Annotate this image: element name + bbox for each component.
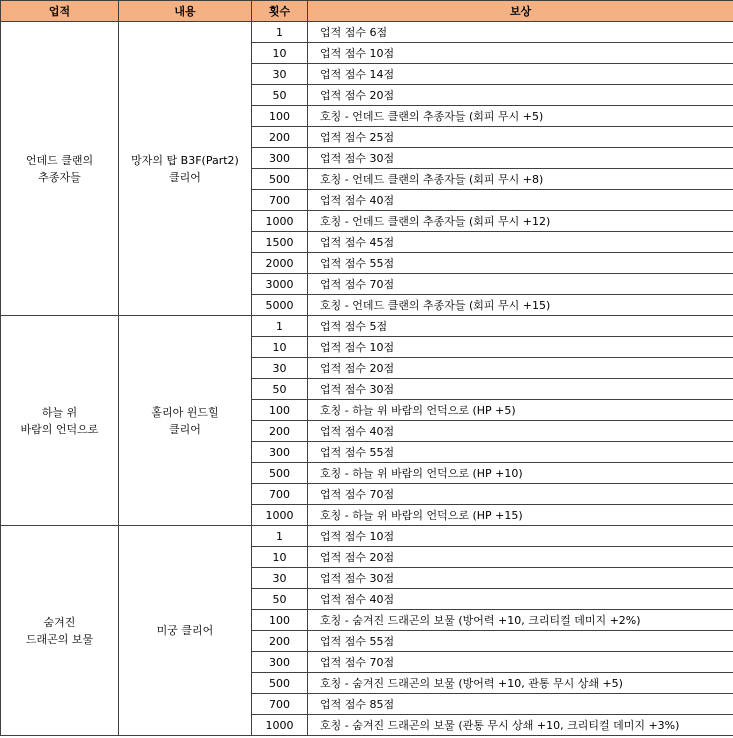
reward-cell: 호칭 - 하늘 위 바람의 언덕으로 (HP +10) <box>308 463 733 484</box>
reward-cell: 호칭 - 하늘 위 바람의 언덕으로 (HP +5) <box>308 400 733 421</box>
header-content: 내용 <box>119 1 252 22</box>
reward-cell: 호칭 - 숨겨진 드래곤의 보물 (관통 무시 상쇄 +10, 크리티컬 데미지 +3%) <box>308 715 733 736</box>
count-cell: 10 <box>252 547 308 568</box>
table-row <box>1 316 733 337</box>
count-cell: 5000 <box>252 295 308 316</box>
reward-cell: 업적 점수 20점 <box>308 358 733 379</box>
achievement-name-cell <box>1 22 119 316</box>
reward-cell: 업적 점수 6점 <box>308 22 733 43</box>
header-reward: 보상 <box>308 1 733 22</box>
reward-cell: 업적 점수 55점 <box>308 631 733 652</box>
achievement-name-line: 숨겨진 <box>43 615 76 629</box>
count-cell: 100 <box>252 106 308 127</box>
achievement-content-cell <box>119 316 252 526</box>
reward-cell: 호칭 - 숨겨진 드래곤의 보물 (방어력 +10, 크리티컬 데미지 +2%) <box>308 610 733 631</box>
reward-cell: 업적 점수 30점 <box>308 148 733 169</box>
count-cell: 30 <box>252 568 308 589</box>
count-cell: 1000 <box>252 715 308 736</box>
count-cell: 2000 <box>252 253 308 274</box>
count-cell: 50 <box>252 379 308 400</box>
reward-cell: 업적 점수 70점 <box>308 652 733 673</box>
count-cell: 50 <box>252 589 308 610</box>
count-cell: 3000 <box>252 274 308 295</box>
count-cell: 200 <box>252 421 308 442</box>
reward-cell: 업적 점수 30점 <box>308 568 733 589</box>
reward-cell: 업적 점수 10점 <box>308 526 733 547</box>
reward-cell: 호칭 - 언데드 클랜의 추종자들 (회피 무시 +5) <box>308 106 733 127</box>
achievement-name-cell <box>1 316 119 526</box>
reward-cell: 업적 점수 55점 <box>308 442 733 463</box>
reward-cell: 업적 점수 40점 <box>308 421 733 442</box>
achievement-name-line: 언데드 클랜의 <box>25 153 94 167</box>
count-cell: 500 <box>252 169 308 190</box>
achievement-content-line: 미궁 클리어 <box>156 624 214 637</box>
reward-cell: 업적 점수 20점 <box>308 547 733 568</box>
count-cell: 10 <box>252 43 308 64</box>
reward-cell: 업적 점수 30점 <box>308 379 733 400</box>
achievement-content-line: 홀리아 윈드힐 <box>151 405 219 419</box>
count-cell: 1500 <box>252 232 308 253</box>
count-cell: 500 <box>252 673 308 694</box>
count-cell: 1000 <box>252 211 308 232</box>
count-cell: 1 <box>252 316 308 337</box>
reward-cell: 업적 점수 45점 <box>308 232 733 253</box>
reward-cell: 업적 점수 25점 <box>308 127 733 148</box>
count-cell: 700 <box>252 190 308 211</box>
reward-cell: 업적 점수 14점 <box>308 64 733 85</box>
count-cell: 700 <box>252 484 308 505</box>
reward-cell: 업적 점수 85점 <box>308 694 733 715</box>
table-body <box>1 22 733 736</box>
reward-cell: 호칭 - 숨겨진 드래곤의 보물 (방어력 +10, 관통 무시 상쇄 +5) <box>308 673 733 694</box>
count-cell: 30 <box>252 358 308 379</box>
reward-cell: 업적 점수 40점 <box>308 190 733 211</box>
count-cell: 300 <box>252 652 308 673</box>
table-row <box>1 526 733 547</box>
reward-cell: 업적 점수 55점 <box>308 253 733 274</box>
count-cell: 100 <box>252 400 308 421</box>
header-achievement: 업적 <box>1 1 119 22</box>
reward-cell: 호칭 - 언데드 클랜의 추종자들 (회피 무시 +8) <box>308 169 733 190</box>
achievement-name-line: 추종자들 <box>38 170 81 184</box>
achievement-name-line: 하늘 위 <box>41 405 78 419</box>
reward-cell: 업적 점수 70점 <box>308 274 733 295</box>
reward-cell: 호칭 - 언데드 클랜의 추종자들 (회피 무시 +15) <box>308 295 733 316</box>
reward-cell: 호칭 - 하늘 위 바람의 언덕으로 (HP +15) <box>308 505 733 526</box>
achievement-name-line: 바람의 언덕으로 <box>20 422 99 436</box>
count-cell: 500 <box>252 463 308 484</box>
reward-cell: 업적 점수 10점 <box>308 337 733 358</box>
count-cell: 200 <box>252 631 308 652</box>
reward-cell: 업적 점수 10점 <box>308 43 733 64</box>
achievement-content-line: 클리어 <box>169 170 201 184</box>
achievement-content-line: 망자의 탑 B3F(Part2) <box>131 153 239 167</box>
count-cell: 100 <box>252 610 308 631</box>
header-row <box>1 1 733 22</box>
achievement-content-line: 클리어 <box>169 422 201 436</box>
count-cell: 10 <box>252 337 308 358</box>
count-cell: 30 <box>252 64 308 85</box>
reward-cell: 업적 점수 20점 <box>308 85 733 106</box>
count-cell: 1 <box>252 526 308 547</box>
count-cell: 700 <box>252 694 308 715</box>
reward-cell: 업적 점수 5점 <box>308 316 733 337</box>
reward-cell: 호칭 - 언데드 클랜의 추종자들 (회피 무시 +12) <box>308 211 733 232</box>
count-cell: 1 <box>252 22 308 43</box>
achievement-content-cell <box>119 526 252 736</box>
header-count: 횟수 <box>252 1 308 22</box>
reward-cell: 업적 점수 70점 <box>308 484 733 505</box>
table-row <box>1 22 733 43</box>
achievement-name-line: 드래곤의 보물 <box>25 632 94 646</box>
achievement-name-cell <box>1 526 119 736</box>
reward-cell: 업적 점수 40점 <box>308 589 733 610</box>
count-cell: 50 <box>252 85 308 106</box>
count-cell: 200 <box>252 127 308 148</box>
achievement-content-cell <box>119 22 252 316</box>
count-cell: 300 <box>252 442 308 463</box>
count-cell: 1000 <box>252 505 308 526</box>
count-cell: 300 <box>252 148 308 169</box>
